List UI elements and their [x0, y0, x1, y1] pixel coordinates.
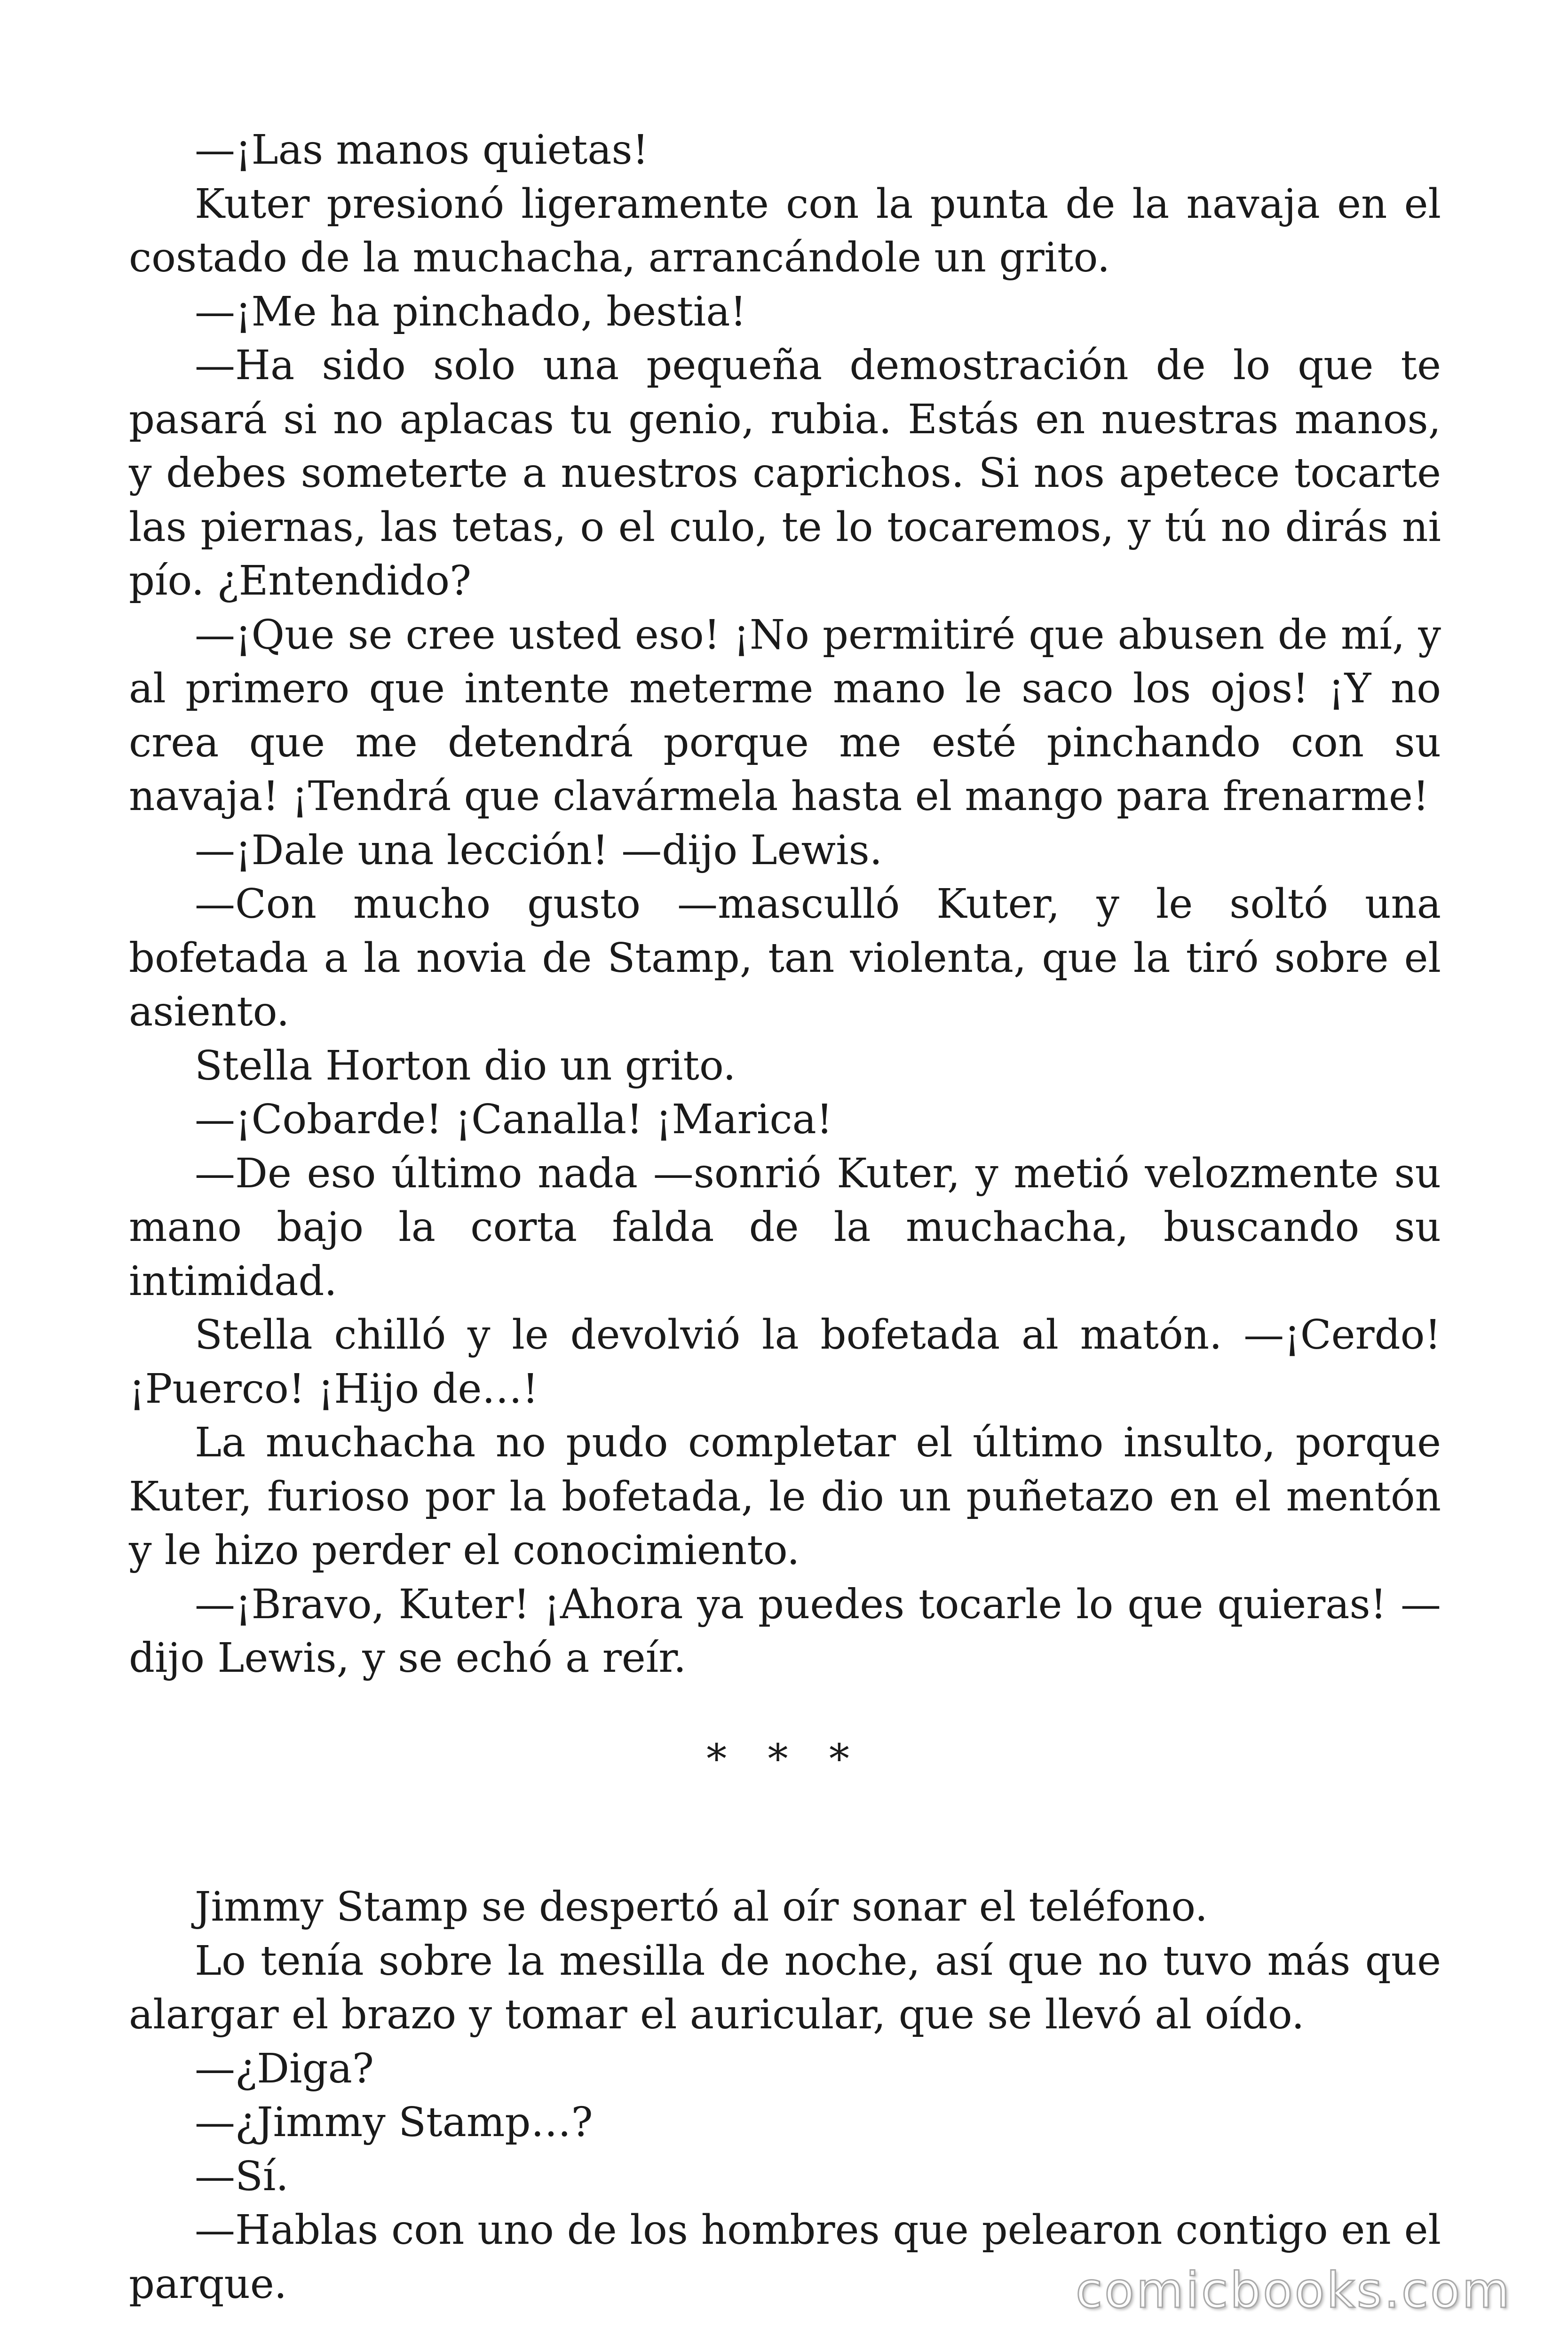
text-column [129, 123, 1441, 2311]
paragraph: Jimmy Stamp se despertó al oír sonar el teléfono. [195, 1883, 1208, 1931]
paragraph: Stella Horton dio un grito. [195, 1042, 736, 1089]
paragraph: —Ha sido solo una pequeña demostración de lo que te pasará si no aplacas tu genio, rubia. Estás en nuestras manos, y debes someterte a nuestros caprichos. Si nos apetece tocarte las piernas, las tetas, o el culo, te lo tocaremos, y tú no dirás ni pío. ¿Entendido? [129, 342, 1441, 604]
paragraph: —¿Jimmy Stamp…? [195, 2099, 593, 2146]
paragraph: Stella chilló y le devolvió la bofetada al matón. —¡Cerdo! ¡Puerco! ¡Hijo de…! [129, 1311, 1441, 1413]
paragraph: Lo tenía sobre la mesilla de noche, así que no tuvo más que alargar el brazo y tomar el auricular, que se llevó al oído. [129, 1937, 1441, 2038]
paragraph: —¡Bravo, Kuter! ¡Ahora ya puedes tocarle lo que quieras! —dijo Lewis, y se echó a reír. [129, 1581, 1441, 1682]
paragraph: —Sí. [195, 2153, 289, 2200]
paragraph: La muchacha no pudo completar el último insulto, porque Kuter, furioso por la bofetada, le dio un puñetazo en el mentón y le hizo perder el conocimiento. [129, 1419, 1441, 1574]
paragraph: —Hablas con uno de los hombres que pelearon contigo en el parque. [129, 2207, 1441, 2308]
paragraph: —Con mucho gusto —masculló Kuter, y le soltó una bofetada a la novia de Stamp, tan violenta, que la tiró sobre el asiento. [129, 881, 1441, 1035]
paragraph: —¡Me ha pinchado, bestia! [195, 288, 747, 335]
paragraph: Kuter presionó ligeramente con la punta de la navaja en el costado de la muchacha, arrancándole un grito. [129, 180, 1441, 281]
paragraph: —¡Que se cree usted eso! ¡No permitiré que abusen de mí, y al primero que intente meterme mano le saco los ojos! ¡Y no crea que me detendrá porque me esté pinchando con su navaja! ¡Tendrá que clavármela hasta el mango para frenarme! [129, 611, 1441, 820]
paragraph: —¡Cobarde! ¡Canalla! ¡Marica! [195, 1096, 833, 1143]
paragraph: —¿Diga? [195, 2045, 374, 2092]
watermark-logo: comicbooks.com [1075, 2262, 1512, 2319]
paragraph: —¡Las manos quietas! [195, 127, 649, 174]
paragraph: —¡Dale una lección! —dijo Lewis. [195, 826, 883, 874]
scene-break: * * * [706, 1735, 863, 1783]
paragraph: —De eso último nada —sonrió Kuter, y metió velozmente su mano bajo la corta falda de la muchacha, buscando su intimidad. [129, 1150, 1441, 1305]
